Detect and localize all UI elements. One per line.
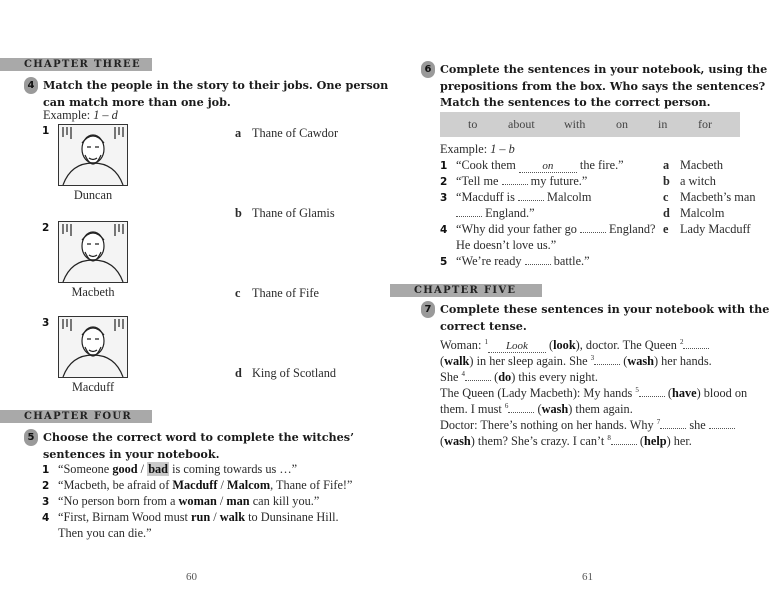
person-name: Duncan bbox=[73, 188, 113, 202]
text-segment: ) blood on bbox=[696, 386, 748, 401]
text-segment: ( bbox=[620, 354, 628, 369]
exercise-6-instructions bbox=[440, 61, 767, 111]
text-segment: “Tell me bbox=[456, 174, 502, 188]
text-segment: ( bbox=[491, 370, 499, 385]
answer-blank bbox=[456, 205, 482, 217]
instruction-line: Match the people in the story to their jobs. One person bbox=[43, 78, 389, 92]
job-option bbox=[235, 126, 338, 141]
text-segment: ) them again. bbox=[568, 402, 633, 417]
person-name: Macbeth bbox=[71, 285, 115, 299]
preposition-word: to bbox=[468, 117, 478, 131]
item-number: 1 bbox=[440, 160, 448, 172]
text-segment: ) her. bbox=[666, 434, 692, 449]
text-segment: / bbox=[210, 510, 220, 524]
text-segment: can kill you.” bbox=[249, 494, 320, 508]
option-text: Thane of Fife bbox=[252, 286, 319, 300]
bold-word: wash bbox=[541, 402, 569, 417]
answer-blank bbox=[639, 385, 665, 397]
sentence-line bbox=[42, 509, 352, 525]
answer-blank bbox=[611, 433, 637, 445]
instruction-line: correct tense. bbox=[440, 318, 527, 333]
job-option bbox=[235, 206, 335, 221]
blank-number: 5 bbox=[635, 386, 639, 394]
exercise-7-instructions bbox=[440, 301, 769, 334]
text-segment: “Cook them bbox=[456, 158, 519, 172]
blank-number: 8 bbox=[607, 434, 611, 442]
answer-blank: on bbox=[519, 161, 577, 173]
preposition-word: on bbox=[616, 117, 628, 131]
text-segment: “We’re ready bbox=[456, 254, 525, 268]
option-letter: d bbox=[663, 206, 670, 220]
example bbox=[440, 142, 515, 157]
sentence-line bbox=[42, 525, 352, 541]
bold-word: help bbox=[644, 434, 667, 449]
answer-blank bbox=[594, 353, 620, 365]
text-segment: ( bbox=[440, 434, 445, 449]
item-number: 3 bbox=[42, 496, 50, 508]
portrait-duncan bbox=[58, 124, 128, 186]
instruction-line: Complete the sentences in your notebook, using the bbox=[440, 62, 768, 76]
example-label: Example: bbox=[440, 142, 491, 156]
exercise-number-badge: 7 bbox=[421, 301, 435, 318]
option-text: a witch bbox=[680, 174, 716, 188]
item-number: 2 bbox=[440, 176, 448, 188]
bold-word: man bbox=[226, 494, 250, 508]
sentence-line bbox=[440, 398, 747, 417]
text-segment: ( bbox=[440, 354, 445, 369]
bold-word: have bbox=[672, 386, 697, 401]
blank-number: 1 bbox=[484, 338, 488, 346]
portrait-macduff bbox=[58, 316, 128, 378]
text-segment: ( bbox=[545, 338, 554, 353]
option-letter: b bbox=[663, 174, 670, 188]
text-segment: She bbox=[440, 370, 462, 385]
bold-word: wash bbox=[627, 354, 654, 369]
portrait-macbeth bbox=[58, 221, 128, 283]
option-text: Thane of Cawdor bbox=[252, 126, 339, 140]
instruction-line: can match more than one job. bbox=[43, 94, 231, 109]
sentence-line bbox=[440, 382, 748, 401]
text-segment: she bbox=[686, 418, 709, 433]
text-segment: He doesn’t love us.” bbox=[456, 238, 557, 252]
text-segment: “No person born from a bbox=[58, 494, 179, 508]
text-segment: Woman: bbox=[440, 338, 485, 353]
sentence-line bbox=[42, 461, 352, 477]
sentence-line bbox=[42, 477, 352, 493]
person-name: Macduff bbox=[71, 380, 115, 394]
option-text: Macbeth bbox=[680, 158, 724, 172]
option-letter: e bbox=[663, 222, 669, 236]
speaker-option bbox=[663, 157, 755, 173]
example bbox=[43, 108, 118, 123]
exercise-6-speakers bbox=[663, 157, 755, 237]
answer-blank bbox=[709, 417, 735, 429]
text-segment: England? bbox=[605, 222, 656, 236]
bold-word: Macduff bbox=[172, 478, 218, 492]
example-value: 1 – d bbox=[93, 108, 118, 122]
text-segment: / bbox=[137, 462, 148, 476]
highlighted-answer: bad bbox=[148, 462, 169, 476]
text-segment: ) her hands. bbox=[653, 354, 712, 369]
option-text: Malcolm bbox=[680, 206, 725, 220]
instruction-line: Match the sentences to the correct person. bbox=[440, 95, 711, 109]
blank-number: 7 bbox=[656, 418, 661, 426]
option-letter: a bbox=[663, 158, 670, 172]
bold-word: look bbox=[553, 338, 576, 353]
bold-word: do bbox=[498, 370, 512, 385]
option-text: Macbeth’s man bbox=[680, 190, 756, 204]
instruction-line: prepositions from the box. Who says the sentences? bbox=[440, 78, 766, 93]
sentence-line bbox=[440, 350, 747, 369]
text-segment: ), doctor. The Queen bbox=[575, 338, 680, 353]
answer-blank bbox=[518, 189, 544, 201]
instruction-line: sentences in your notebook. bbox=[43, 446, 220, 461]
text-segment: is coming towards us …” bbox=[169, 462, 298, 476]
sentence-line bbox=[42, 493, 352, 509]
speaker-option bbox=[663, 189, 755, 205]
chapter-four-header: CHAPTER FOUR bbox=[0, 410, 152, 423]
text-segment: “Someone bbox=[58, 462, 113, 476]
answer-blank bbox=[683, 337, 709, 349]
instruction-line: Choose the correct word to complete the witches’ bbox=[43, 430, 354, 444]
item-number: 3 bbox=[440, 192, 448, 204]
text-segment: battle.” bbox=[550, 254, 590, 268]
exercise-number-badge: 6 bbox=[421, 61, 435, 78]
exercise-number-badge: 5 bbox=[24, 429, 38, 446]
answer-blank bbox=[465, 369, 491, 381]
sentence-line bbox=[440, 173, 655, 189]
option-letter: b bbox=[235, 206, 242, 220]
text-segment: ( bbox=[534, 402, 542, 417]
bold-word: good bbox=[112, 462, 138, 476]
exercise-6-sentences bbox=[440, 157, 655, 269]
text-segment: ( bbox=[636, 434, 645, 449]
page-number: 60 bbox=[186, 571, 197, 583]
chapter-three-header: CHAPTER THREE bbox=[0, 58, 152, 71]
option-text: Lady Macduff bbox=[680, 222, 751, 236]
bold-word: Malcom bbox=[227, 478, 271, 492]
instruction-line: Complete these sentences in your notebook with the bbox=[440, 302, 770, 316]
option-text: King of Scotland bbox=[252, 366, 337, 380]
preposition-box bbox=[440, 112, 740, 137]
blank-number: 6 bbox=[504, 402, 509, 410]
text-segment: / bbox=[216, 494, 227, 508]
bold-word: walk bbox=[219, 510, 246, 524]
option-letter: c bbox=[663, 190, 669, 204]
text-segment: my future.” bbox=[527, 174, 588, 188]
sentence-line bbox=[440, 366, 747, 385]
speaker-option bbox=[663, 205, 755, 221]
person-number: 2 bbox=[42, 222, 50, 234]
text-segment: Malcolm bbox=[543, 190, 592, 204]
item-number: 5 bbox=[440, 256, 448, 268]
bold-word: run bbox=[191, 510, 211, 524]
exercise-number-badge: 4 bbox=[24, 77, 38, 94]
preposition-word: for bbox=[698, 117, 712, 131]
text-segment: England.” bbox=[482, 206, 535, 220]
text-segment: “Macbeth, be afraid of bbox=[58, 478, 173, 492]
chapter-five-header: CHAPTER FIVE bbox=[390, 284, 542, 297]
preposition-word: with bbox=[564, 117, 586, 131]
person-number: 3 bbox=[42, 317, 50, 329]
text-segment: The Queen (Lady Macbeth): My hands bbox=[440, 386, 636, 401]
sentence-line bbox=[440, 237, 655, 253]
blank-number: 3 bbox=[590, 354, 595, 362]
text-segment: ) this every night. bbox=[511, 370, 598, 385]
example-label: Example: bbox=[43, 108, 94, 122]
item-number: 2 bbox=[42, 480, 50, 492]
blank-number: 4 bbox=[461, 370, 466, 378]
text-segment: “Macduff is bbox=[456, 190, 518, 204]
text-segment: “Why did your father go bbox=[456, 222, 580, 236]
sentence-line bbox=[440, 205, 655, 221]
text-segment: ) them? She’s crazy. I can’t bbox=[470, 434, 608, 449]
job-option bbox=[235, 286, 319, 301]
answer-blank bbox=[580, 221, 606, 233]
answer-blank bbox=[660, 417, 686, 429]
sentence-line bbox=[440, 414, 747, 433]
option-letter: a bbox=[235, 126, 242, 140]
item-number: 4 bbox=[440, 224, 448, 236]
text-segment: ( bbox=[664, 386, 672, 401]
preposition-word: in bbox=[658, 117, 668, 131]
sentence-line bbox=[440, 157, 655, 173]
blank-number: 2 bbox=[679, 338, 684, 346]
bold-word: woman bbox=[178, 494, 217, 508]
item-number: 4 bbox=[42, 512, 50, 524]
exercise-4-instructions bbox=[43, 77, 388, 110]
sentence-line bbox=[440, 334, 747, 353]
preposition-word: about bbox=[508, 117, 535, 131]
answer-blank: Look bbox=[488, 341, 546, 353]
person-number: 1 bbox=[42, 125, 50, 137]
sentence-line bbox=[440, 189, 655, 205]
text-segment: them. I must bbox=[440, 402, 505, 417]
sentence-line bbox=[440, 430, 747, 449]
text-segment: Then you can die.” bbox=[58, 526, 152, 540]
speaker-option bbox=[663, 173, 755, 189]
text-segment: to Dunsinane Hill. bbox=[245, 510, 339, 524]
text-segment: ) in her sleep again. She bbox=[469, 354, 591, 369]
text-segment: the fire.” bbox=[576, 158, 624, 172]
bold-word: walk bbox=[444, 354, 470, 369]
sentence-line bbox=[440, 221, 655, 237]
example-value: 1 – b bbox=[490, 142, 515, 156]
bold-word: wash bbox=[444, 434, 471, 449]
answer-blank bbox=[502, 173, 528, 185]
exercise-5-instructions bbox=[43, 429, 354, 462]
sentence-line bbox=[440, 253, 655, 269]
option-letter: c bbox=[235, 286, 241, 300]
speaker-option bbox=[663, 221, 755, 237]
answer-blank bbox=[525, 253, 551, 265]
item-number: 1 bbox=[42, 464, 50, 476]
option-letter: d bbox=[235, 366, 242, 380]
text-segment: / bbox=[217, 478, 228, 492]
exercise-7-text bbox=[440, 334, 748, 449]
option-text: Thane of Glamis bbox=[252, 206, 335, 220]
text-segment: Doctor: There’s nothing on her hands. Why bbox=[440, 418, 657, 433]
answer-blank bbox=[508, 401, 534, 413]
text-segment: , Thane of Fife!” bbox=[270, 478, 353, 492]
job-option bbox=[235, 366, 336, 381]
exercise-5-sentences bbox=[42, 461, 352, 541]
page-number: 61 bbox=[582, 571, 593, 583]
text-segment: “First, Birnam Wood must bbox=[58, 510, 192, 524]
